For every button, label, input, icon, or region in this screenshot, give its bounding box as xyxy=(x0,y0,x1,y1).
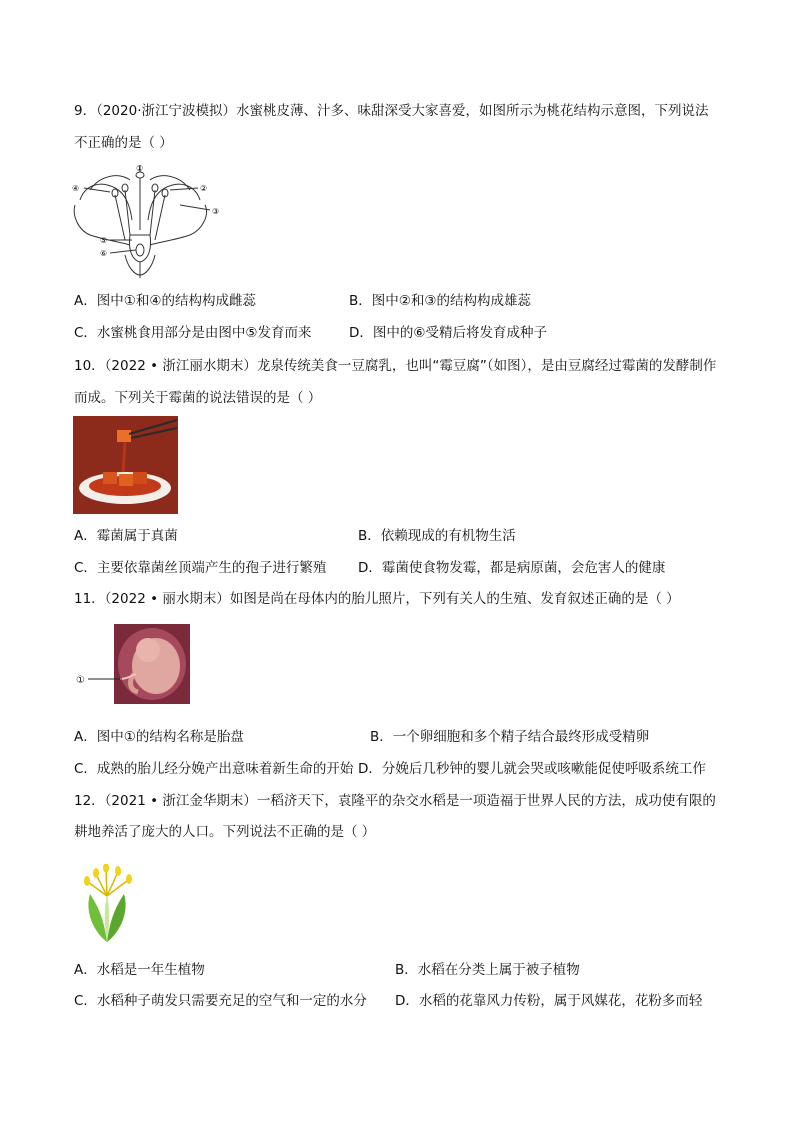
fetus-label-1: ① xyxy=(76,675,85,686)
fetus-photo xyxy=(76,624,192,706)
q12-option-c: C．水稻种子萌发只需要充足的空气和一定的水分 xyxy=(74,993,367,1009)
q12-stem-line2: 耕地养活了庞大的人口。下列说法不正确的是（ ） xyxy=(74,824,376,840)
q10-option-c: C．主要依靠菌丝顶端产生的孢子进行繁殖 xyxy=(74,560,327,576)
q11-stem-line1: 11．（2022 • 丽水期末）如图是尚在母体内的胎儿照片，下列有关人的生殖、发育叙述正确的是（ ） xyxy=(74,591,680,607)
q12-option-d: D．水稻的花靠风力传粉，属于风媒花，花粉多而轻 xyxy=(395,993,703,1009)
peach-flower-diagram xyxy=(70,160,220,280)
label-6: ⑥ xyxy=(100,249,108,258)
q12-option-b: B．水稻在分类上属于被子植物 xyxy=(395,962,580,978)
label-2: ② xyxy=(200,184,208,193)
q9-option-b: B．图中②和③的结构构成雄蕊 xyxy=(349,293,531,309)
q10-option-d: D．霉菌使食物发霉，都是病原菌，会危害人的健康 xyxy=(358,560,666,576)
label-5: ⑤ xyxy=(100,236,108,245)
fermented-tofu-photo xyxy=(73,416,178,514)
q9-option-d: D．图中的⑥受精后将发育成种子 xyxy=(349,325,547,341)
q11-option-c: C．成熟的胎儿经分娩产出意味着新生命的开始 xyxy=(74,761,354,777)
label-1: ① xyxy=(136,164,144,173)
q9-stem-line1: 9．（2020·浙江宁波模拟）水蜜桃皮薄、汁多、味甜深受大家喜爱，如图所示为桃花结构示意图，下列说法 xyxy=(74,103,709,119)
q9-stem-line2: 不正确的是（ ） xyxy=(74,135,173,151)
label-4: ④ xyxy=(72,184,80,193)
rice-flower-illustration xyxy=(76,864,138,944)
q11-option-a: A．图中①的结构名称是胎盘 xyxy=(74,729,244,745)
q10-option-b: B．依赖现成的有机物生活 xyxy=(358,528,516,544)
label-3: ③ xyxy=(212,207,220,216)
q10-stem-line2: 而成。下列关于霉菌的说法错误的是（ ） xyxy=(74,390,322,406)
q11-option-b: B．一个卵细胞和多个精子结合最终形成受精卵 xyxy=(370,729,650,745)
q9-option-c: C．水蜜桃食用部分是由图中⑤发育而来 xyxy=(74,325,312,341)
q11-option-d: D．分娩后几秒钟的婴儿就会哭或咳嗽能促使呼吸系统工作 xyxy=(358,761,706,777)
q10-stem-line1: 10．（2022 • 浙江丽水期末）龙泉传统美食一豆腐乳，也叫“霉豆腐”（如图），是由豆腐经过霉菌的发酵制作 xyxy=(74,358,717,374)
q10-option-a: A．霉菌属于真菌 xyxy=(74,528,178,544)
q9-option-a: A．图中①和④的结构构成雌蕊 xyxy=(74,293,256,309)
q12-stem-line1: 12．（2021 • 浙江金华期末）一稻济天下，袁隆平的杂交水稻是一项造福于世界人民的方法，成功使有限的 xyxy=(74,793,716,809)
q12-option-a: A．水稻是一年生植物 xyxy=(74,962,205,978)
